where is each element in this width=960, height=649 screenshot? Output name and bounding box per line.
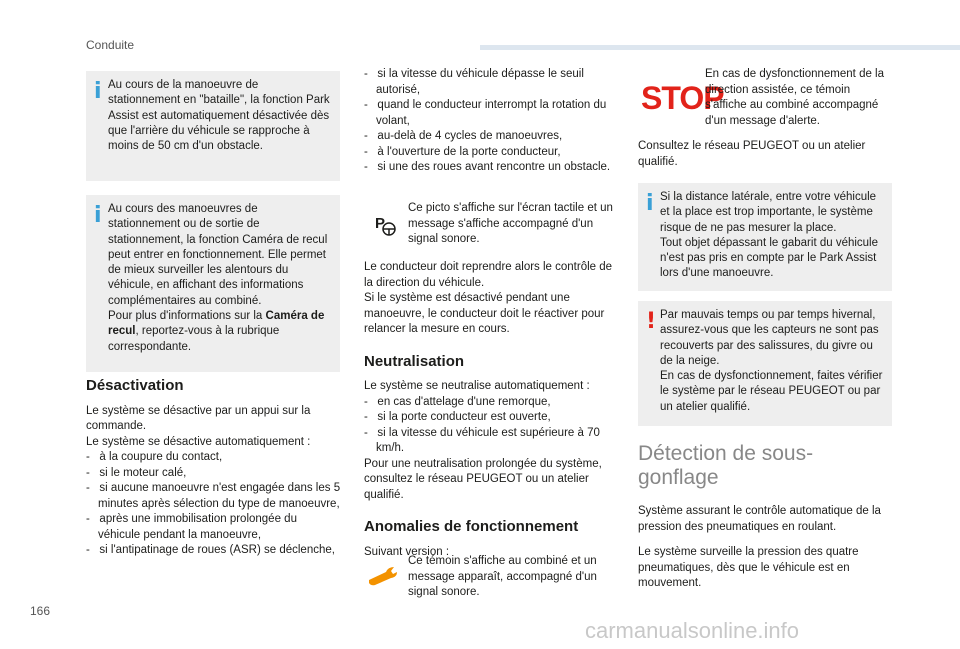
warning-box-weather (638, 301, 892, 426)
list-item: - si le moteur calé, (86, 466, 187, 479)
info-text: Pour plus d'informations sur la Caméra de recul, reportez-vous à la rubrique correspondante. (108, 310, 325, 353)
park-assist-icon-text: Ce picto s'affiche sur l'écran tactile et un message s'affiche accompagné d'un signal sonore. (408, 202, 613, 245)
paragraph: Système assurant le contrôle automatique de la pression des pneumatiques en roulant. (638, 505, 881, 533)
column-1-text (86, 378, 342, 559)
list-item: - au-delà de 4 cycles de manoeuvres, (364, 130, 563, 142)
column-2-list (364, 67, 620, 176)
list-item: - si la vitesse du véhicule dépasse le seuil autorisé, (364, 68, 584, 96)
paragraph: Le système se désactive par un appui sur la commande. (86, 404, 311, 432)
wrench-icon-text: Ce témoin s'affiche au combiné et un message apparaît, accompagné d'un signal sonore. (408, 555, 597, 598)
warning-text: Par mauvais temps ou par temps hivernal, assurez-vous que les capteurs ne sont pas recouverts par des salissures, du givre ou de la neige. (660, 309, 879, 367)
paragraph: Consultez le réseau PEUGEOT ou un atelier qualifié. (638, 140, 866, 168)
wrench-icon (366, 564, 400, 586)
column-3-text (638, 442, 894, 592)
paragraph: Si le système est désactivé pendant une manoeuvre, le conducteur doit le réactiver pour relancer la mesure en cours. (364, 292, 605, 335)
list-item: - si une des roues avant rencontre un obstacle. (364, 161, 611, 173)
header-bar (480, 45, 960, 50)
warning-text: En cas de dysfonctionnement, faites vérifier le système par le réseau PEUGEOT ou par un atelier qualifié. (660, 370, 883, 413)
list-item: - après une immobilisation prolongée du véhicule pendant la manoeuvre, (86, 513, 297, 541)
info-icon: i (646, 191, 654, 216)
list-item: - quand le conducteur interrompt la rotation du volant, (364, 99, 607, 127)
info-icon: i (94, 203, 102, 228)
svg-text:P: P (375, 215, 386, 232)
paragraph: Le système se désactive automatiquement : (86, 435, 311, 448)
info-text: Au cours des manoeuvres de stationnement ou de sortie de stationnement, la fonction Caméra de recul peut entrer en fonctionnement. Elle permet de mieux surveiller les alentours du véhicule, en affichant des informations complémentaires au combiné. (108, 203, 328, 307)
stop-icon-text: En cas de dysfonctionnement de la direction assistée, ce témoin s'affiche au combiné accompagné d'un message d'alerte. (705, 68, 885, 127)
info-text: Au cours de la manoeuvre de stationnement en "bataille", la fonction Park Assist est automatiquement désactivée dès que l'arrière du véhicule se rapproche à moins de 50 cm d'un obstacle. (108, 79, 330, 153)
park-assist-icon (372, 212, 398, 238)
watermark: carmanualsonline.info (585, 618, 800, 643)
heading-desactivation: Désactivation (86, 377, 184, 394)
info-icon: i (94, 79, 102, 104)
warning-icon: ! (646, 309, 657, 334)
paragraph: Le système se neutralise automatiquement : (364, 380, 590, 392)
paragraph: Le conducteur doit reprendre alors le contrôle de la direction du véhicule. (364, 261, 613, 289)
section-title: Conduite (86, 38, 135, 52)
column-2-text (364, 260, 620, 560)
list-item: - si la porte conducteur est ouverte, (364, 411, 551, 423)
info-box-camera (86, 195, 340, 372)
list-item: - en cas d'attelage d'une remorque, (364, 395, 551, 408)
heading-neutralisation: Neutralisation (364, 352, 465, 370)
info-box-parking (86, 71, 340, 181)
page-number: 166 (30, 604, 51, 618)
paragraph: Le système surveille la pression des quatre pneumatiques, dès que le véhicule est en mouvement. (638, 546, 859, 589)
stop-icon: STOP (641, 80, 724, 116)
list-item: - à la coupure du contact, (86, 451, 223, 463)
list-item: - si aucune manoeuvre n'est engagée dans les 5 minutes après sélection du type de manoeuvre, (86, 482, 341, 510)
camera-link-text: Caméra de recul (108, 310, 325, 338)
list-item: - si l'antipatinage de roues (ASR) se déclenche, (86, 544, 335, 556)
list-item: - si la vitesse du véhicule est supérieure à 70 km/h. (364, 426, 600, 454)
info-text: Si la distance latérale, entre votre véhicule et la place est trop importante, le système risque de ne pas mesurer la place. (660, 191, 877, 234)
paragraph: Pour une neutralisation prolongée du système, consultez le réseau PEUGEOT ou un atelier qualifié. (364, 457, 602, 501)
list-item: - à l'ouverture de la porte conducteur, (364, 145, 561, 158)
heading-anomalies: Anomalies de fonctionnement (364, 518, 579, 535)
info-text: Tout objet dépassant le gabarit du véhicule n'est pas pris en compte par le Park Assist lors d'une manoeuvre. (660, 236, 879, 280)
info-box-distance (638, 183, 892, 291)
heading-sous-gonflage: Détection de sous-gonflage (638, 442, 814, 489)
paragraph: Suivant version : (364, 545, 450, 558)
